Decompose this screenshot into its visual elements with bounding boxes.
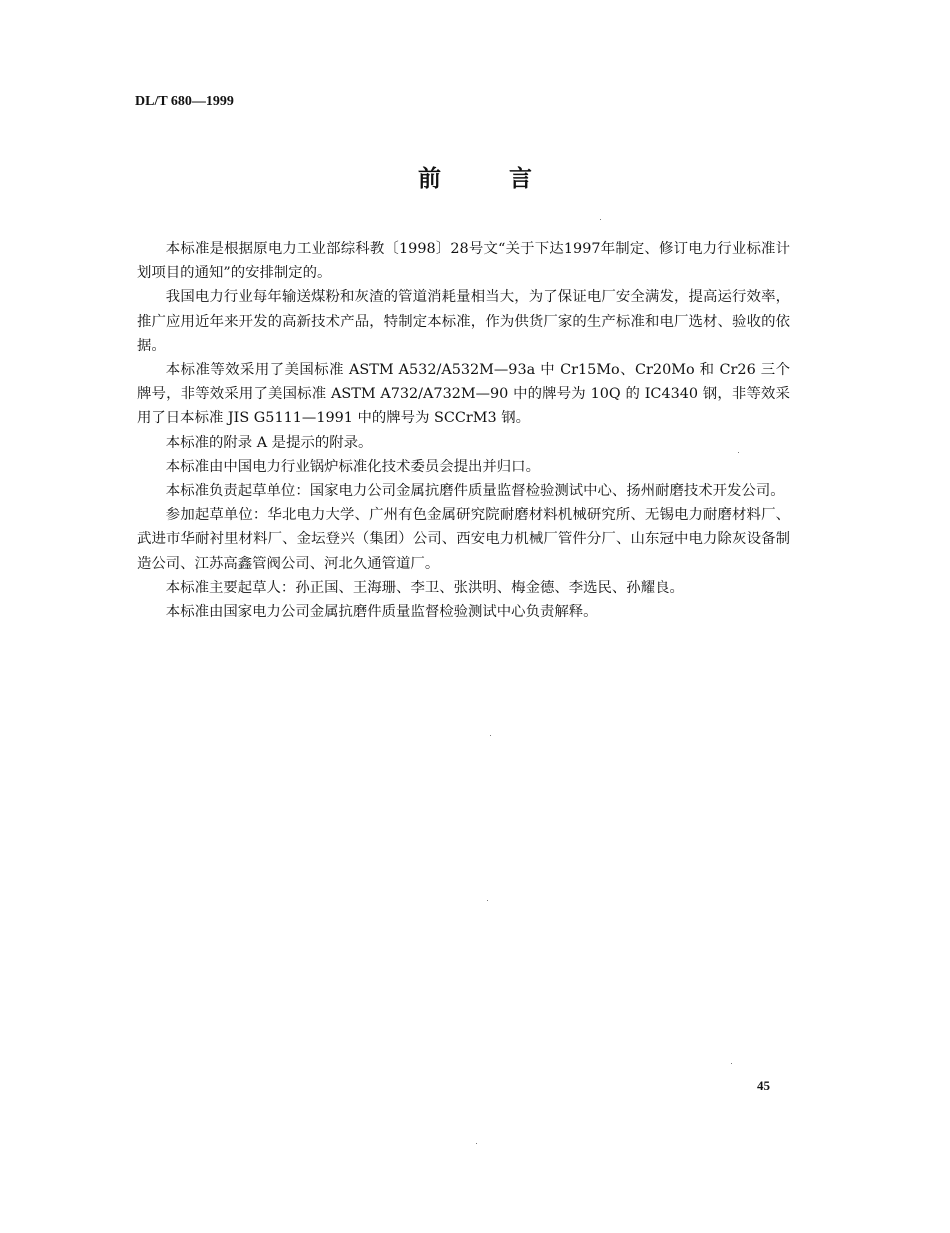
title-char-2: 言 [509, 165, 532, 192]
document-code: DL/T 680—1999 [135, 94, 234, 109]
scan-speck [487, 900, 488, 901]
title-char-1: 前 [418, 165, 441, 192]
foreword-body [137, 237, 790, 624]
scan-speck [731, 1063, 732, 1064]
paragraph-basis: 本标准是根据原电力工业部综科教〔1998〕28号文“关于下达1997年制定、修订电力行业标准计划项目的通知”的安排制定的。 [137, 241, 790, 282]
paragraph-appendix: 本标准的附录 A 是提示的附录。 [165, 434, 373, 451]
scan-speck [600, 219, 601, 220]
paragraph-adoption: 本标准等效采用了美国标准 ASTM A532/A532M—93a 中 Cr15Mo、Cr20Mo 和 Cr26 三个牌号，非等效采用了美国标准 ASTM A732/A732M—90 中的牌号为 10Q 的 IC4340 钢，非等效采用了日本标准 JIS G5111—1991 中的牌号为 SCCrM3 钢。 [137, 362, 790, 427]
paragraph-participants: 参加起草单位：华北电力大学、广州有色金属研究院耐磨材料机械研究所、无锡电力耐磨材料厂、武进市华耐衬里材料厂、金坛登兴（集团）公司、西安电力机械厂管件分厂、山东冠中电力除灰设备制造公司、江苏高鑫管阀公司、河北久通管道厂。 [137, 507, 790, 572]
paragraph-interpretation: 本标准由国家电力公司金属抗磨件质量监督检验测试中心负责解释。 [165, 604, 598, 621]
scan-speck [476, 1143, 477, 1144]
paragraph-drafters: 本标准主要起草人：孙正国、王海珊、李卫、张洪明、梅金德、李选民、孙耀良。 [165, 579, 684, 596]
paragraph-purpose: 我国电力行业每年输送煤粉和灰渣的管道消耗量相当大，为了保证电厂安全满发，提高运行效率，推广应用近年来开发的高新技术产品，特制定本标准，作为供货厂家的生产标准和电厂选材、验收的依据。 [137, 289, 790, 354]
paragraph-lead-drafter: 本标准负责起草单位：国家电力公司金属抗磨件质量监督检验测试中心、扬州耐磨技术开发公司。 [165, 483, 785, 500]
page-title [0, 160, 950, 193]
paragraph-proposer: 本标准由中国电力行业锅炉标准化技术委员会提出并归口。 [165, 458, 540, 475]
scan-speck [490, 735, 491, 736]
scan-speck [738, 452, 739, 453]
page-number: 45 [757, 1078, 770, 1093]
